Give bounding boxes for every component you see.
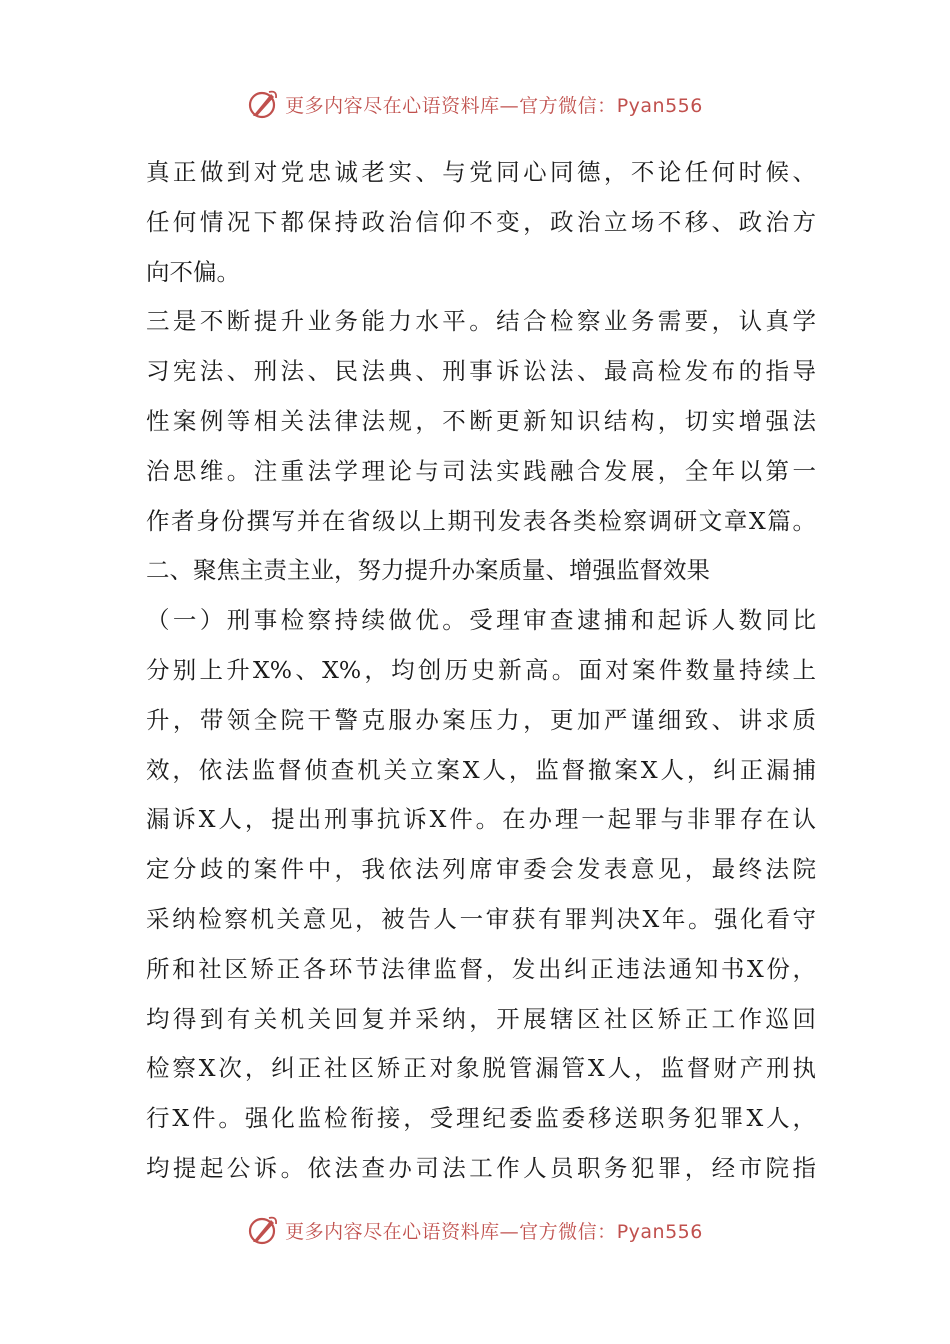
banner-wechat-label: 官方微信： — [519, 1220, 617, 1243]
banner-separator: — — [499, 1220, 520, 1243]
text-line: 作者身份撰写并在省级以上期刊发表各类检察调研文章X篇。 — [146, 506, 816, 535]
banner-wechat-label: 官方微信： — [519, 94, 617, 117]
banner-wechat-id: Pyan556 — [616, 94, 703, 117]
text-line: 效，依法监督侦查机关立案X人，监督撤案X人，纠正漏捕 — [146, 755, 816, 784]
text-line: 漏诉X人，提出刑事抗诉X件。在办理一起罪与非罪存在认 — [146, 805, 816, 834]
banner-text — [285, 1217, 703, 1244]
text-line: 定分歧的案件中，我依法列席审委会发表意见，最终法院 — [146, 855, 816, 884]
text-line: （一）刑事检察持续做优。受理审查逮捕和起诉人数同比 — [146, 606, 816, 635]
text-line: 三是不断提升业务能力水平。结合检察业务需要，认真学 — [146, 307, 816, 336]
text-line: 分别上升X%、X%，均创历史新高。面对案件数量持续上 — [146, 655, 816, 684]
banner-text — [285, 91, 703, 118]
banner-brand: 更多内容尽在心语资料库 — [285, 94, 500, 117]
banner-brand: 更多内容尽在心语资料库 — [285, 1220, 500, 1243]
text-line: 升，带领全院干警克服办案压力，更加严谨细致、讲求质 — [146, 705, 816, 734]
text-line: 检察X次，纠正社区矫正对象脱管漏管X人，监督财产刑执 — [146, 1054, 816, 1083]
document-body — [146, 148, 816, 1194]
footer-banner — [0, 1210, 950, 1250]
text-line: 二、聚焦主责主业，努力提升办案质量、增强监督效果 — [146, 556, 710, 585]
header-banner — [0, 84, 950, 124]
text-line: 真正做到对党忠诚老实、与党同心同德，不论任何时候、 — [146, 158, 816, 186]
quill-logo-icon — [247, 1214, 279, 1246]
text-line: 习宪法、刑法、民法典、刑事诉讼法、最高检发布的指导 — [146, 357, 816, 386]
text-line: 治思维。注重法学理论与司法实践融合发展，全年以第一 — [146, 456, 816, 485]
text-line: 采纳检察机关意见，被告人一审获有罪判决X年。强化看守 — [146, 904, 816, 933]
text-line: 均提起公诉。依法查办司法工作人员职务犯罪，经市院指 — [146, 1153, 816, 1182]
text-line: 向不偏。 — [146, 257, 240, 286]
quill-logo-icon — [247, 88, 279, 120]
banner-wechat-id: Pyan556 — [616, 1220, 703, 1243]
text-line: 行X件。强化监检衔接，受理纪委监委移送职务犯罪X人， — [146, 1104, 816, 1133]
text-line: 均得到有关机关回复并采纳，开展辖区社区矫正工作巡回 — [146, 1004, 816, 1033]
text-line: 任何情况下都保持政治信仰不变，政治立场不移、政治方 — [146, 207, 816, 236]
banner-separator: — — [499, 94, 520, 117]
text-line: 性案例等相关法律法规，不断更新知识结构，切实增强法 — [146, 406, 816, 435]
text-line: 所和社区矫正各环节法律监督，发出纠正违法通知书X份， — [146, 954, 816, 983]
